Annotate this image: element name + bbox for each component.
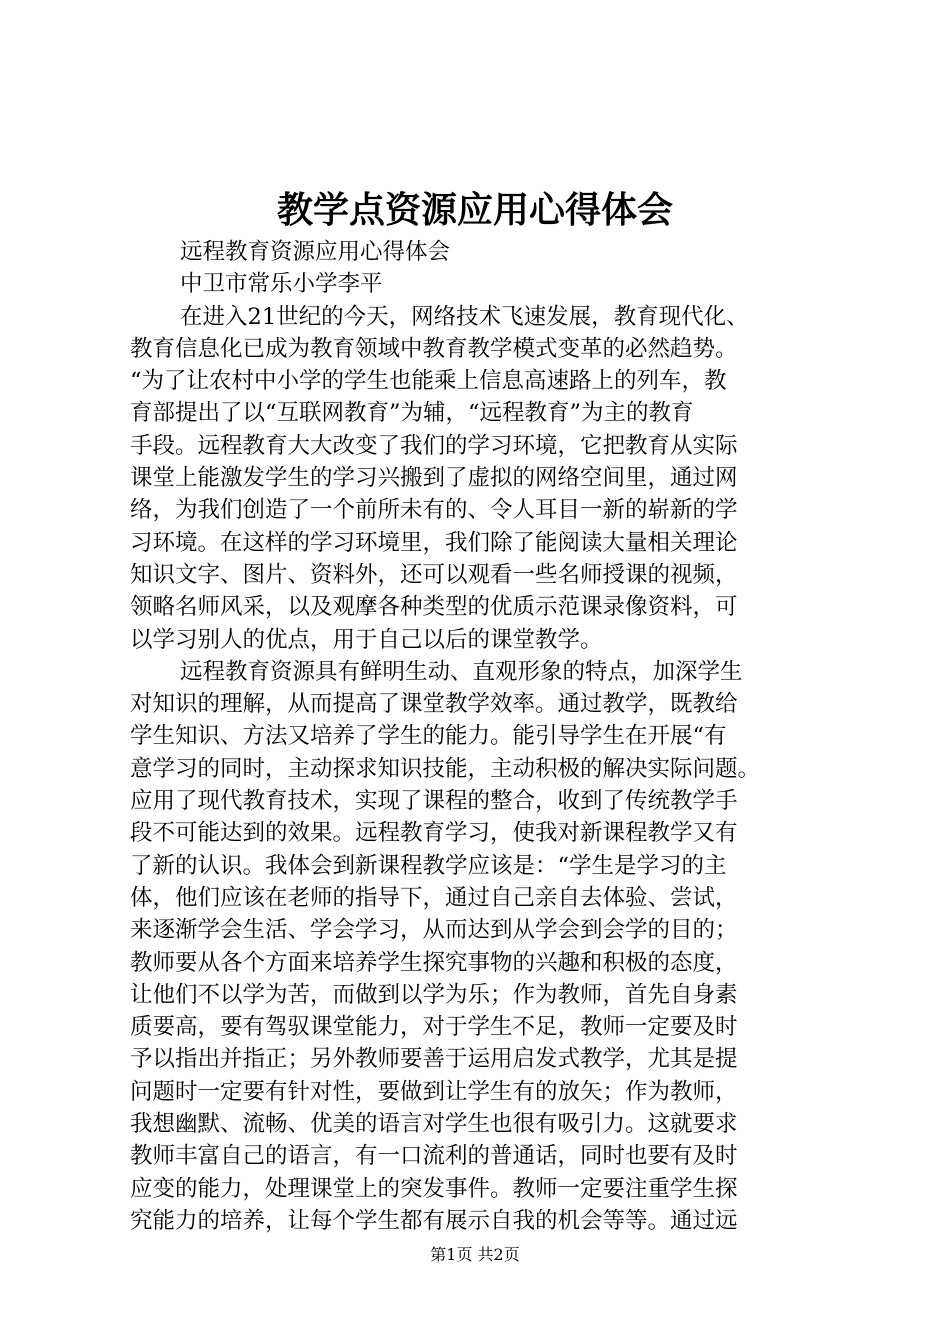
- paragraph-line: 质要高，要有驾驭课堂能力，对于学生不足，教师一定要及时: [130, 1014, 738, 1041]
- paragraph-line: 了新的认识。我体会到新课程教学应该是：“学生是学习的主: [130, 852, 727, 879]
- paragraph-line: 教师要从各个方面来培养学生探究事物的兴趣和积极的态度，: [130, 949, 738, 976]
- paragraph-line: 究能力的培养，让每个学生都有展示自我的机会等等。通过远: [130, 1207, 738, 1234]
- paragraph-line: 在进入21世纪的今天，网络技术飞速发展，教育现代化、: [180, 303, 749, 330]
- paragraph-line: 予以指出并指正；另外教师要善于运用启发式教学，尤其是提: [130, 1046, 738, 1073]
- paragraph-line: 应用了现代教育技术，实现了课程的整合，收到了传统教学手: [130, 788, 738, 815]
- paragraph-line: 让他们不以学为苦，而做到以学为乐；作为教师，首先自身素: [130, 981, 738, 1008]
- paragraph-line: 来逐渐学会生活、学会学习，从而达到从学会到会学的目的；: [130, 917, 738, 944]
- page-number: 第1页 共2页: [430, 1245, 520, 1264]
- paragraph-line: 络，为我们创造了一个前所未有的、令人耳目一新的崭新的学: [130, 497, 738, 524]
- paragraph-line: 领略名师风采，以及观摩各种类型的优质示范课录像资料，可: [130, 594, 738, 621]
- document-body: [130, 236, 830, 1237]
- subtitle-line: 远程教育资源应用心得体会: [180, 239, 451, 265]
- paragraph-line: 课堂上能激发学生的学习兴搬到了虚拟的网络空间里，通过网: [130, 465, 738, 492]
- paragraph-line: 问题时一定要有针对性，要做到让学生有的放矢；作为教师，: [130, 1078, 738, 1105]
- paragraph-line: 以学习别人的优点，用于自己以后的课堂教学。: [130, 626, 603, 653]
- paragraph-line: 段不可能达到的效果。远程教育学习，使我对新课程教学又有: [130, 820, 738, 847]
- paragraph-line: 远程教育资源具有鲜明生动、直观形象的特点，加深学生: [180, 658, 743, 685]
- paragraph-line: 教师丰富自己的语言，有一口流利的普通话，同时也要有及时: [130, 1143, 738, 1170]
- paragraph-line: “为了让农村中小学的学生也能乘上信息高速路上的列车，教: [130, 368, 727, 395]
- paragraph-line: 教育信息化已成为教育领域中教育教学模式变革的必然趋势。: [130, 335, 738, 362]
- paragraph-line: 我想幽默、流畅、优美的语言对学生也很有吸引力。这就要求: [130, 1111, 738, 1138]
- paragraph-line: 应变的能力，处理课堂上的突发事件。教师一定要注重学生探: [130, 1175, 738, 1202]
- paragraph-line: 学生知识、方法又培养了学生的能力。能引导学生在开展“有: [130, 723, 727, 750]
- paragraph-line: 知识文字、图片、资料外，还可以观看一些名师授课的视频，: [130, 561, 738, 588]
- paragraph-line: 对知识的理解，从而提高了课堂教学效率。通过教学，既教给: [130, 691, 738, 718]
- paragraph-line: 体，他们应该在老师的指导下，通过自己亲自去体验、尝试，: [130, 884, 738, 911]
- paragraph-line: 意学习的同时，主动探求知识技能，主动积极的解决实际问题。: [130, 755, 761, 782]
- paragraph-line: 习环境。在这样的学习环境里，我们除了能阅读大量相关理论: [130, 529, 738, 556]
- author-line: 中卫市常乐小学李平: [180, 271, 383, 298]
- document-title: 教学点资源应用心得体会: [276, 189, 673, 231]
- paragraph-line: 育部提出了以“互联网教育”为辅，“远程教育”为主的教育: [130, 400, 694, 427]
- paragraph-line: 手段。远程教育大大改变了我们的学习环境，它把教育从实际: [130, 432, 738, 459]
